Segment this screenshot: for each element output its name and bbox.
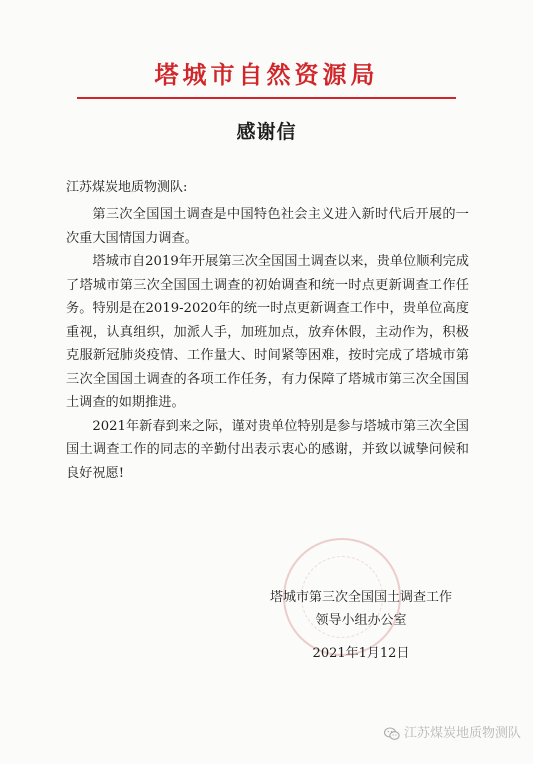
letter-paragraph-2: 塔城市自2019年开展第三次全国国土调查以来，贵单位顺利完成了塔城市第三次全国国土调查的初始调查和统一时点更新调查工作任务。特别是在2019-2020年的统一时点更新调查工作中，贵单位高度重视，认真组织，加派人手，加班加点，放弃休假，主动作为，积极克服新冠肺炎疫情、工作量大、时间紧等困难，按时完成了塔城市第三次全国国土调查的各项工作任务，有力保障了塔城市第三次全国国土调查的如期推进。 bbox=[66, 254, 469, 410]
account-watermark bbox=[384, 726, 521, 742]
letter-body bbox=[66, 203, 469, 485]
letter-title: 感谢信 bbox=[236, 121, 297, 143]
wechat-icon bbox=[384, 727, 400, 741]
letter-salutation: 江苏煤炭地质物测队: bbox=[66, 180, 188, 195]
letter-signature-block bbox=[244, 586, 478, 665]
letter-paragraph-3: 2021年新春到来之际，谨对贵单位特别是参与塔城市第三次全国国土调查工作的同志的辛勤付出表示衷心的感谢，并致以诚挚问候和良好祝愿! bbox=[66, 418, 469, 481]
signature-line-2: 领导小组办公室 bbox=[315, 613, 407, 628]
letter-date: 2021年1月12日 bbox=[312, 646, 410, 661]
letterhead-org-name: 塔城市自然资源局 bbox=[154, 60, 379, 89]
letterhead-divider bbox=[77, 97, 456, 99]
letter-paragraph-1: 第三次全国国土调查是中国特色社会主义进入新时代后开展的一次重大国情国力调查。 bbox=[66, 207, 469, 246]
signature-line-1: 塔城市第三次全国国土调查工作 bbox=[269, 590, 452, 605]
watermark-text: 江苏煤炭地质物测队 bbox=[403, 726, 521, 741]
